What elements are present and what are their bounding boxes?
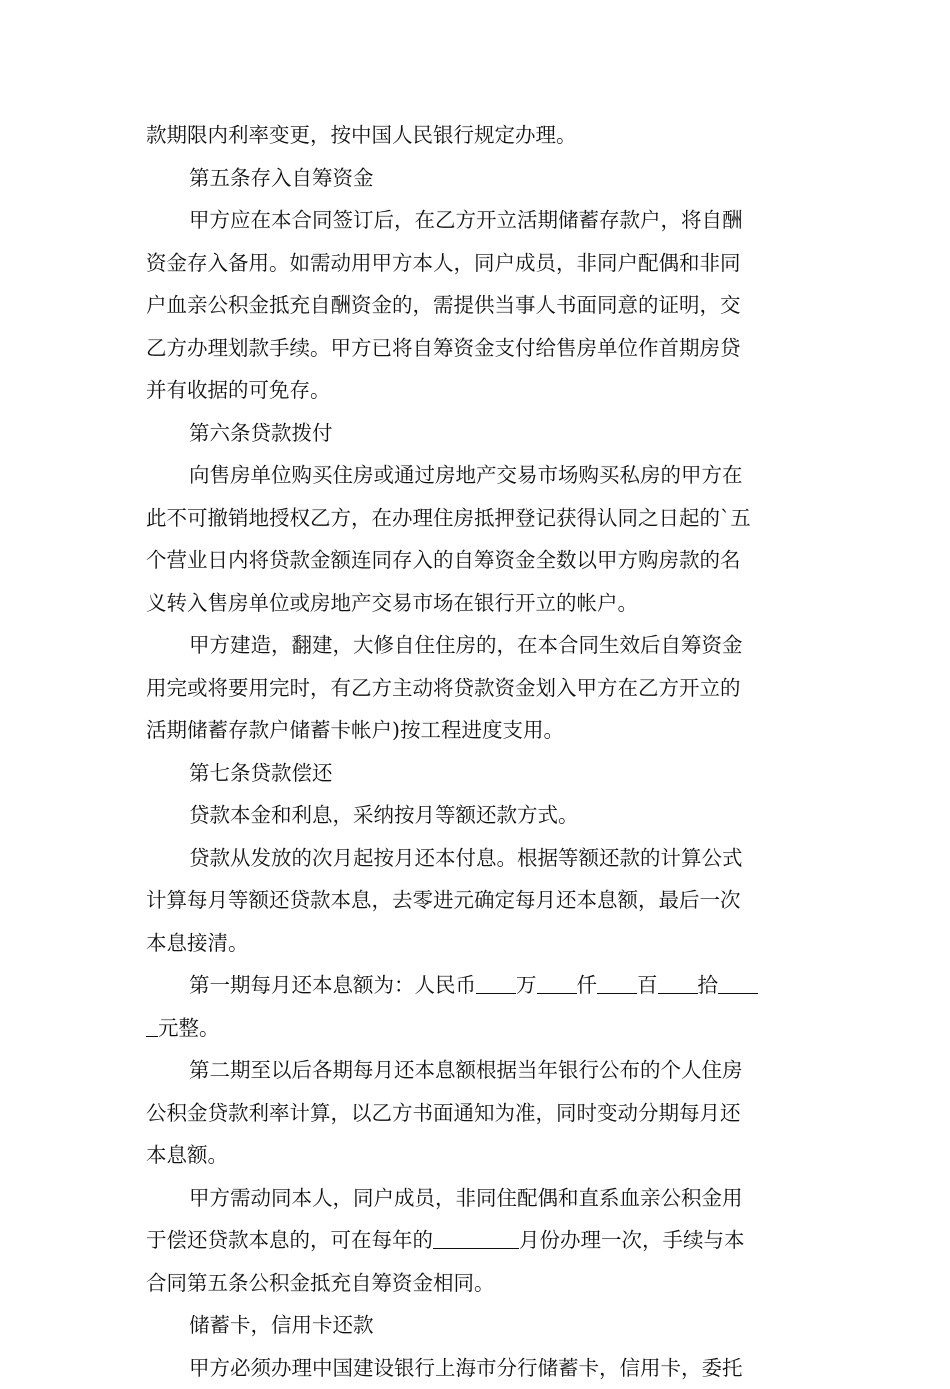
unit-wan: 万: [516, 973, 537, 997]
blank-yuan-part1: [718, 971, 758, 994]
blank-month: [433, 1226, 519, 1249]
blank-wan: [476, 971, 516, 994]
unit-bai: 百: [637, 973, 658, 997]
paragraph-line: 乙方办理划款手续。甲方已将自筹资金支付给售房单位作首期房贷: [146, 327, 812, 370]
month-line: [146, 1219, 812, 1262]
paragraph-line: 本息接清。: [146, 922, 812, 965]
paragraph-line: 此不可撤销地授权乙方，在办理住房抵押登记获得认同之日起的`五: [146, 497, 812, 540]
blank-yuan-part2: [146, 1014, 158, 1037]
paragraph-line: 计算每月等额还贷款本息，去零进元确定每月还本息额，最后一次: [146, 879, 812, 922]
blank-shi: [658, 971, 698, 994]
article-heading: 第六条贷款拨付: [146, 412, 812, 455]
unit-shi: 拾: [698, 973, 719, 997]
paragraph-line: 甲方建造，翻建，大修自住住房的，在本合同生效后自筹资金: [146, 624, 812, 667]
payment-amount-line-cont: [146, 1007, 812, 1050]
paragraph-line: 第二期至以后各期每月还本息额根据当年银行公布的个人住房: [146, 1049, 812, 1092]
paragraph-line: 用完或将要用完时，有乙方主动将贷款资金划入甲方在乙方开立的: [146, 667, 812, 710]
month-suffix: 月份办理一次，手续与本: [519, 1228, 745, 1252]
article-heading: 第五条存入自筹资金: [146, 157, 812, 200]
paragraph-line: 贷款从发放的次月起按月还本付息。根据等额还款的计算公式: [146, 837, 812, 880]
paragraph-line: 义转入售房单位或房地产交易市场在银行开立的帐户。: [146, 582, 812, 625]
paragraph-line: 资金存入备用。如需动用甲方本人，同户成员，非同户配偶和非同: [146, 242, 812, 285]
payment-amount-line: [146, 964, 812, 1007]
paragraph-line: 本息额。: [146, 1134, 812, 1177]
blank-bai: [597, 971, 637, 994]
payment-suffix: 元整。: [158, 1016, 220, 1040]
paragraph-line: 合同第五条公积金抵充自筹资金相同。: [146, 1262, 812, 1305]
unit-qian: 仟: [577, 973, 598, 997]
paragraph-line: 活期储蓄存款户储蓄卡帐户)按工程进度支用。: [146, 709, 812, 752]
paragraph-line: 个营业日内将贷款金额连同存入的自筹资金全数以甲方购房款的名: [146, 539, 812, 582]
paragraph-line: 向售房单位购买住房或通过房地产交易市场购买私房的甲方在: [146, 454, 812, 497]
article-heading: 第七条贷款偿还: [146, 752, 812, 795]
paragraph-line: 甲方需动同本人，同户成员，非同住配偶和直系血亲公积金用: [146, 1177, 812, 1220]
month-prefix: 于偿还贷款本息的，可在每年的: [146, 1228, 433, 1252]
paragraph-line: 并有收据的可免存。: [146, 369, 812, 412]
paragraph-line: 贷款本金和利息，采纳按月等额还款方式。: [146, 794, 812, 837]
paragraph-line: 款期限内利率变更，按中国人民银行规定办理。: [146, 114, 812, 157]
paragraph-line: 甲方必须办理中国建设银行上海市分行储蓄卡，信用卡，委托: [146, 1347, 812, 1389]
section-heading: 储蓄卡，信用卡还款: [146, 1304, 812, 1347]
paragraph-line: 公积金贷款利率计算，以乙方书面通知为准，同时变动分期每月还: [146, 1092, 812, 1135]
paragraph-line: 甲方应在本合同签订后，在乙方开立活期储蓄存款户，将自酬: [146, 199, 812, 242]
blank-qian: [537, 971, 577, 994]
document-page: [146, 114, 812, 1389]
payment-prefix: 第一期每月还本息额为：人民币: [189, 973, 476, 997]
paragraph-line: 户血亲公积金抵充自酬资金的，需提供当事人书面同意的证明，交: [146, 284, 812, 327]
